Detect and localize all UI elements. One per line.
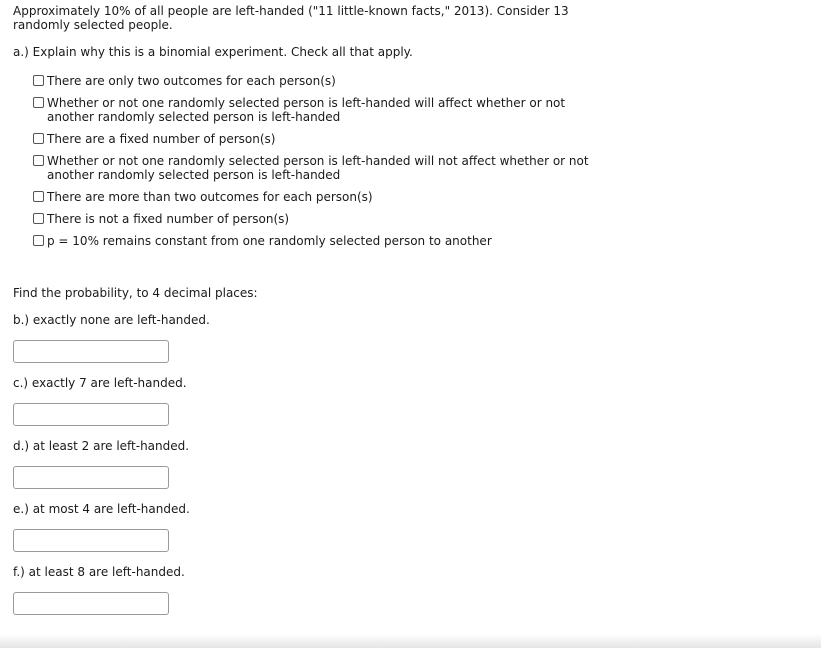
checkbox[interactable]	[33, 191, 44, 202]
part-f-prompt: f.) at least 8 are left-handed.	[13, 565, 185, 579]
option-label: There are only two outcomes for each person(s)	[47, 74, 336, 88]
part-d-prompt: d.) at least 2 are left-handed.	[13, 439, 190, 453]
option-label: There is not a fixed number of person(s)	[47, 212, 290, 226]
find-probability-prompt: Find the probability, to 4 decimal places:	[13, 286, 258, 300]
part-c-answer-input[interactable]	[13, 403, 169, 426]
checkbox[interactable]	[33, 155, 44, 166]
option-dependent-trials[interactable]	[33, 96, 593, 124]
option-label: p = 10% remains constant from one randomly selected person to another	[47, 234, 492, 248]
option-label: Whether or not one randomly selected person is left-handed will affect whether or not another randomly selected person is left-handed	[47, 96, 566, 124]
checkbox[interactable]	[33, 97, 44, 108]
checkbox[interactable]	[33, 133, 44, 144]
option-independent-trials[interactable]	[33, 154, 593, 182]
question-page	[13, 4, 803, 615]
problem-intro: Approximately 10% of all people are left-handed ("11 little-known facts," 2013). Consider 13 randomly selected people.	[13, 4, 569, 32]
option-more-than-two-outcomes[interactable]	[33, 190, 593, 204]
part-b-answer-input[interactable]	[13, 340, 169, 363]
part-d-answer-input[interactable]	[13, 466, 169, 489]
checkbox[interactable]	[33, 235, 44, 246]
option-not-fixed-number[interactable]	[33, 212, 593, 226]
option-constant-p[interactable]	[33, 234, 593, 248]
part-e-prompt: e.) at most 4 are left-handed.	[13, 502, 190, 516]
option-fixed-number[interactable]	[33, 132, 593, 146]
option-label: There are a fixed number of person(s)	[47, 132, 276, 146]
bottom-scroll-fade	[0, 634, 821, 648]
part-e-answer-input[interactable]	[13, 529, 169, 552]
part-a-options	[33, 74, 593, 248]
option-label: Whether or not one randomly selected person is left-handed will not affect whether or not another randomly selected person is left-handed	[47, 154, 589, 182]
part-f-answer-input[interactable]	[13, 592, 169, 615]
option-label: There are more than two outcomes for each person(s)	[47, 190, 373, 204]
option-two-outcomes[interactable]	[33, 74, 593, 88]
part-a-prompt: a.) Explain why this is a binomial experiment. Check all that apply.	[13, 45, 413, 59]
part-b-prompt: b.) exactly none are left-handed.	[13, 313, 210, 327]
checkbox[interactable]	[33, 213, 44, 224]
checkbox[interactable]	[33, 75, 44, 86]
part-c-prompt: c.) exactly 7 are left-handed.	[13, 376, 187, 390]
